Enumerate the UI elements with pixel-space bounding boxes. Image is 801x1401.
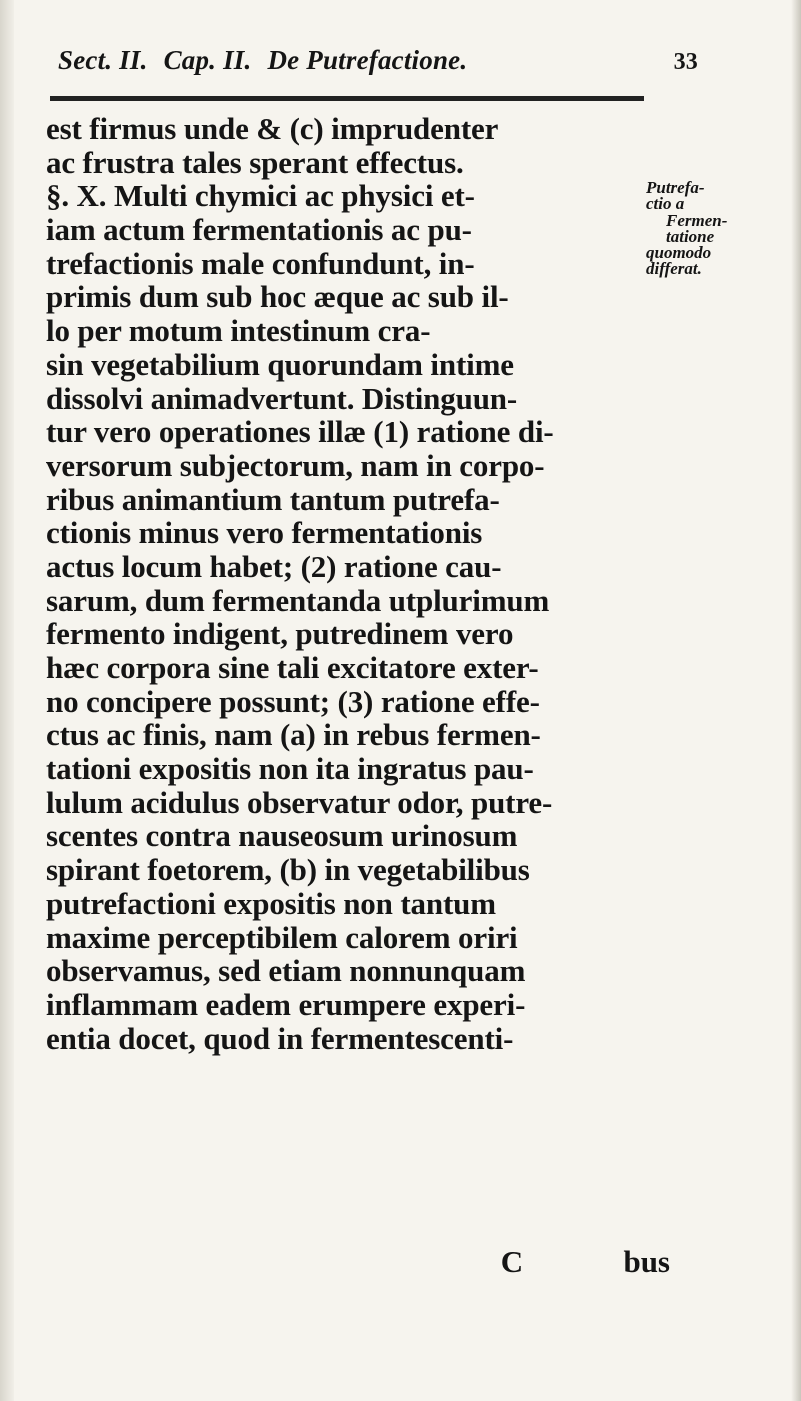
text-line: versorum subjectorum, nam in corpo- — [46, 447, 545, 483]
main-text-column — [46, 112, 646, 1055]
margin-note-line: quomodo — [646, 243, 712, 263]
margin-note-line: tatione — [666, 226, 715, 246]
text-line: sin vegetabilium quorundam intime — [46, 346, 514, 382]
text-line: no concipere possunt; (3) ratione effe- — [46, 683, 540, 719]
catchword: bus — [623, 1244, 670, 1279]
text-line: ac frustra tales sperant effectus. — [46, 144, 464, 180]
text-line: hæc corpora sine tali excitatore exter- — [46, 650, 539, 685]
text-line: putrefactioni expositis non tantum — [46, 885, 496, 921]
text-line: dissolvi animadvertunt. Distinguun- — [46, 380, 518, 416]
header-rule — [50, 96, 644, 101]
chapter-label: Cap. II. — [163, 45, 252, 75]
text-line: §. X. Multi chymici ac physici et- — [46, 178, 475, 214]
running-header — [58, 45, 698, 85]
text-line: tur vero operationes illæ (1) ratione di- — [46, 414, 554, 450]
page-edge — [791, 0, 801, 1401]
text-line: inflammam eadem erumpere experi- — [46, 986, 526, 1022]
text-line: observamus, sed etiam nonnunquam — [46, 953, 526, 989]
text-line: lo per motum intestinum cra- — [46, 313, 431, 349]
text-line: ctionis minus vero fermentationis — [46, 515, 483, 551]
signature-mark: C — [500, 1244, 524, 1279]
text-line: ctus ac finis, nam (a) in rebus fermen- — [46, 717, 541, 753]
margin-note-line: ctio a — [646, 194, 685, 214]
text-line: maxime perceptibilem calorem oriri — [46, 919, 518, 955]
text-line: scentes contra nauseosum urinosum — [46, 818, 518, 854]
text-line: entia docet, quod in fermentescenti- — [46, 1020, 514, 1056]
text-line: fermento indigent, putredinem vero — [46, 616, 514, 652]
margin-note-line: differat. — [646, 259, 702, 279]
margin-note — [646, 180, 786, 278]
text-line: tationi expositis non ita ingratus pau- — [46, 751, 534, 787]
text-line: trefactionis male confundunt, in- — [46, 245, 475, 281]
text-line: spirant foetorem, (b) in vegetabilibus — [46, 852, 530, 888]
text-line: iam actum fermentationis ac pu- — [46, 212, 472, 248]
text-line: actus locum habet; (2) ratione cau- — [46, 548, 502, 584]
margin-note-line: Putrefa- — [646, 178, 705, 197]
running-title: De Putrefactione. — [267, 45, 468, 75]
text-line: sarum, dum fermentanda utplurimum — [46, 582, 550, 618]
text-line: ribus animantium tantum putrefa- — [46, 481, 500, 517]
page-number: 33 — [673, 49, 698, 75]
section-label: Sect. II. — [58, 45, 148, 75]
text-line: primis dum sub hoc æque ac sub il- — [46, 279, 509, 315]
binding-gutter — [0, 0, 14, 1401]
margin-note-line: Fermen- — [666, 210, 728, 230]
text-line: est firmus unde & (c) imprudenter — [46, 111, 499, 146]
text-line: lulum acidulus observatur odor, putre- — [46, 784, 553, 820]
